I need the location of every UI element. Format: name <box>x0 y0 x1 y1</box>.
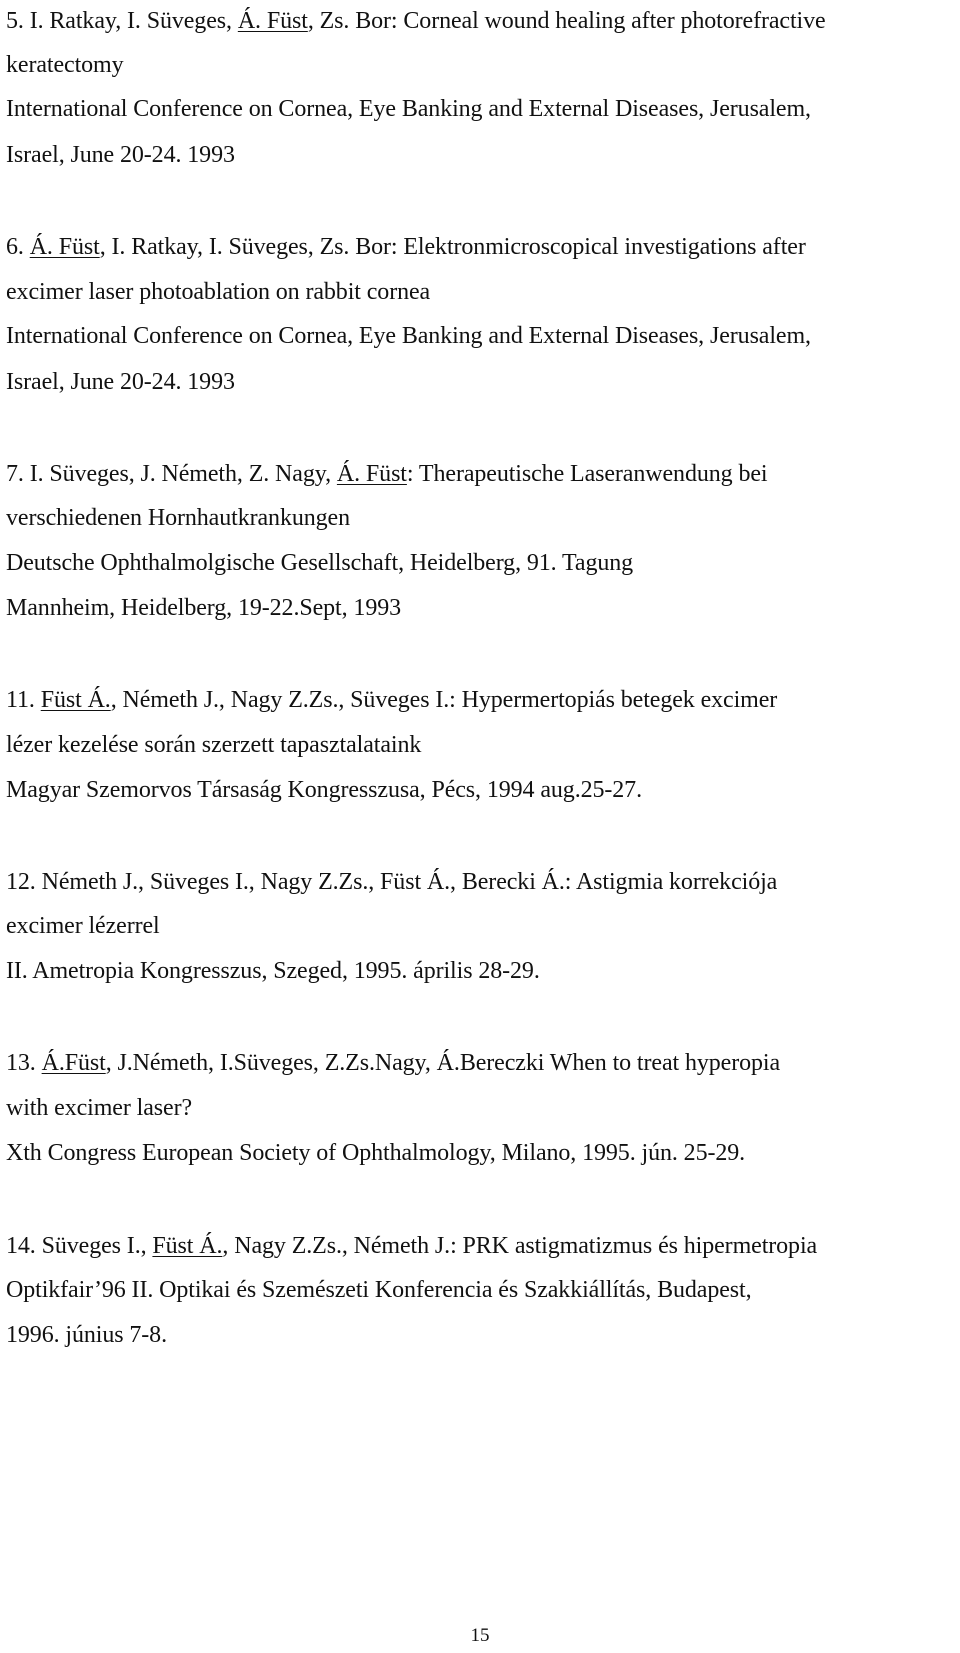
reference-line: with excimer laser? <box>6 1095 193 1121</box>
reference-line: 13. Á.Füst, J.Németh, I.Süveges, Z.Zs.Nagy, Á.Bereczki When to treat hyperopia <box>6 1050 781 1076</box>
reference-line: 7. I. Süveges, J. Németh, Z. Nagy, Á. Füst: Therapeutische Laseranwendung bei <box>6 461 768 487</box>
reference-line: Israel, June 20-24. 1993 <box>6 142 235 168</box>
reference-line: 1996. június 7-8. <box>6 1322 167 1348</box>
page-number: 15 <box>470 1625 490 1646</box>
reference-line: 14. Süveges I., Füst Á., Nagy Z.Zs., Németh J.: PRK astigmatizmus és hipermetropia <box>6 1233 818 1259</box>
reference-line: International Conference on Cornea, Eye Banking and External Diseases, Jerusalem, <box>6 323 811 349</box>
reference-line: 5. I. Ratkay, I. Süveges, Á. Füst, Zs. Bor: Corneal wound healing after photorefractive <box>6 8 826 34</box>
reference-line: keratectomy <box>6 52 124 78</box>
reference-line: Xth Congress European Society of Ophthalmology, Milano, 1995. jún. 25-29. <box>6 1140 746 1166</box>
reference-line: II. Ametropia Kongresszus, Szeged, 1995. április 28-29. <box>6 958 540 984</box>
reference-line: Deutsche Ophthalmolgische Gesellschaft, Heidelberg, 91. Tagung <box>6 550 634 576</box>
underlined-author: Á. Füst <box>336 461 407 487</box>
underlined-author: Á. Füst <box>237 8 308 34</box>
underlined-author: Füst Á. <box>152 1233 223 1259</box>
reference-line: Mannheim, Heidelberg, 19-22.Sept, 1993 <box>6 595 402 621</box>
reference-line: Magyar Szemorvos Társaság Kongresszusa, Pécs, 1994 aug.25-27. <box>6 777 642 803</box>
underlined-author: Á.Füst <box>41 1050 106 1076</box>
underlined-author: Á. Füst <box>29 234 100 260</box>
reference-line: Optikfair’96 II. Optikai és Szemészeti Konferencia és Szakkiállítás, Budapest, <box>6 1277 752 1303</box>
reference-line: excimer lézerrel <box>6 913 160 939</box>
reference-line: International Conference on Cornea, Eye Banking and External Diseases, Jerusalem, <box>6 96 811 122</box>
reference-line: excimer laser photoablation on rabbit cornea <box>6 279 431 305</box>
reference-line: 12. Németh J., Süveges I., Nagy Z.Zs., Füst Á., Berecki Á.: Astigmia korrekciója <box>6 869 778 895</box>
reference-line: Israel, June 20-24. 1993 <box>6 369 235 395</box>
reference-line: 11. Füst Á., Németh J., Nagy Z.Zs., Süveges I.: Hypermertopiás betegek excimer <box>6 687 778 713</box>
reference-line: 6. Á. Füst, I. Ratkay, I. Süveges, Zs. Bor: Elektronmicroscopical investigations after <box>6 234 806 260</box>
reference-line: lézer kezelése során szerzett tapasztalataink <box>6 732 422 758</box>
underlined-author: Füst Á. <box>40 687 111 713</box>
reference-line: verschiedenen Hornhautkrankungen <box>6 505 351 531</box>
